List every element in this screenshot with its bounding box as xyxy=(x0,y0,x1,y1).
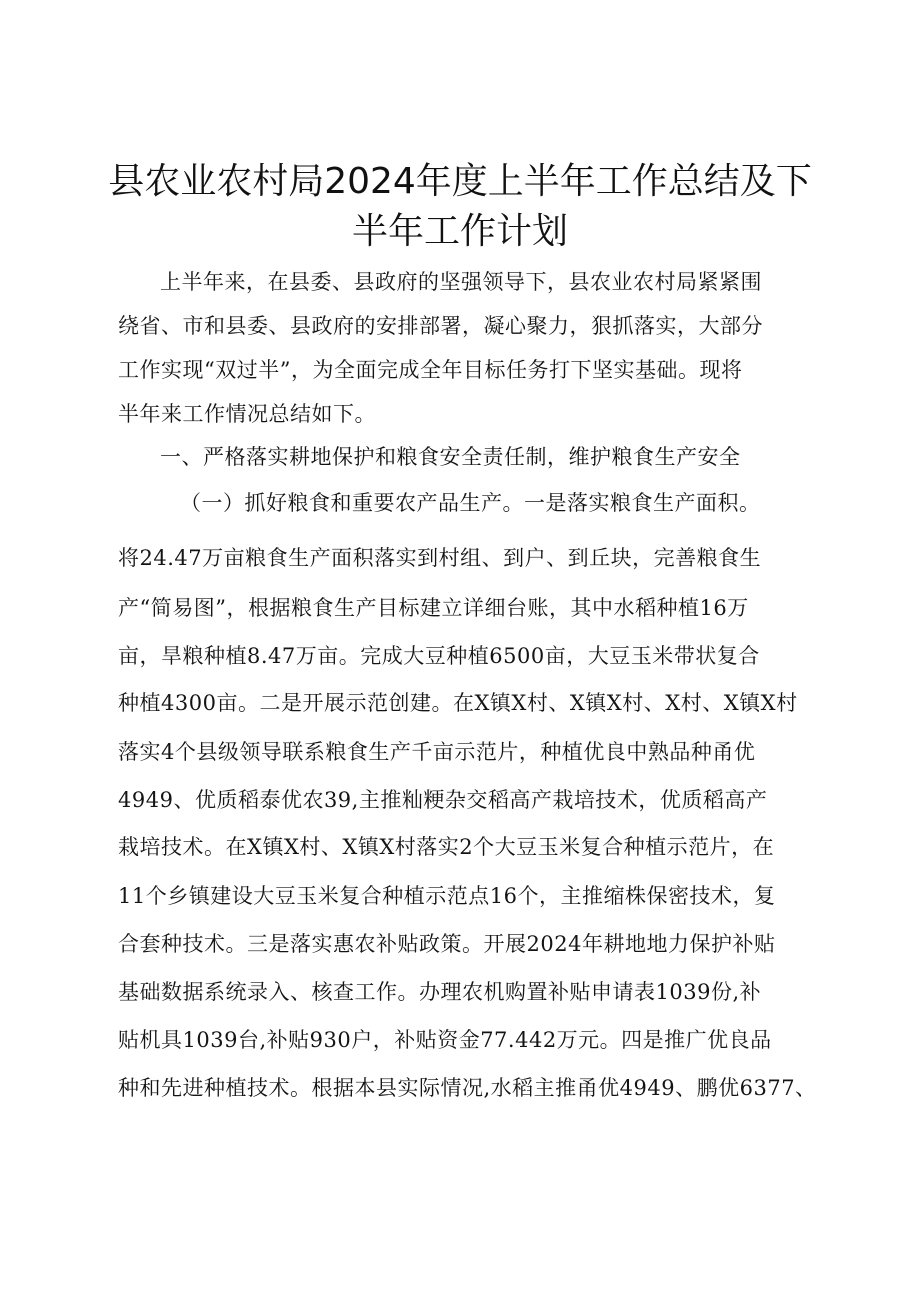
body-paragraph-line: 贴机具1039台,补贴930户，补贴资金77.442万元。四是推广优良品 xyxy=(118,1028,772,1052)
body-paragraph-line: 种和先进种植技术。根据本县实际情况,水稻主推甬优4949、鹏优6377、 xyxy=(118,1076,817,1100)
section-heading: 一、严格落实耕地保护和粮食安全责任制，维护粮食生产安全 xyxy=(160,445,741,469)
document-title-line-2: 半年工作计划 xyxy=(351,211,568,252)
body-paragraph-line: 种植4300亩。二是开展示范创建。在X镇X村、X镇X村、X村、X镇X村 xyxy=(118,691,798,715)
document-title-line-1: 县农业农村局2024年度上半年工作总结及下 xyxy=(108,161,812,202)
intro-paragraph-line: 半年来工作情况总结如下。 xyxy=(118,402,376,426)
body-paragraph-line: （一）抓好粮食和重要农产品生产。一是落实粮食生产面积。 xyxy=(180,491,761,515)
intro-paragraph-line: 上半年来，在县委、县政府的坚强领导下，县农业农村局紧紧围 xyxy=(160,270,762,294)
body-paragraph-line: 亩，旱粮种植8.47万亩。完成大豆种植6500亩，大豆玉米带状复合 xyxy=(118,644,760,668)
body-paragraph-line: 4949、优质稻泰优农39,主推籼粳杂交稻高产栽培技术，优质稻高产 xyxy=(118,788,768,812)
body-paragraph-line: 产“简易图”，根据粮食生产目标建立详细台账，其中水稻种植16万 xyxy=(118,596,749,620)
body-paragraph-line: 将24.47万亩粮食生产面积落实到村组、到户、到丘块，完善粮食生 xyxy=(118,546,762,570)
body-paragraph-line: 栽培技术。在X镇X村、X镇X村落实2个大豆玉米复合种植示范片，在 xyxy=(118,835,775,859)
body-paragraph-line: 合套种技术。三是落实惠农补贴政策。开展2024年耕地地力保护补贴 xyxy=(118,932,776,956)
body-paragraph-line: 11个乡镇建设大豆玉米复合种植示范点16个，主推缩株保密技术，复 xyxy=(118,884,776,908)
intro-paragraph-line: 工作实现“双过半”，为全面完成全年目标任务打下坚实基础。现将 xyxy=(118,358,743,382)
intro-paragraph-line: 绕省、市和县委、县政府的安排部署，凝心聚力，狠抓落实，大部分 xyxy=(118,314,763,338)
body-paragraph-line: 基础数据系统录入、核查工作。办理农机购置补贴申请表1039份,补 xyxy=(118,980,762,1004)
body-paragraph-line: 落实4个县级领导联系粮食生产千亩示范片，种植优良中熟品种甬优 xyxy=(118,740,756,764)
